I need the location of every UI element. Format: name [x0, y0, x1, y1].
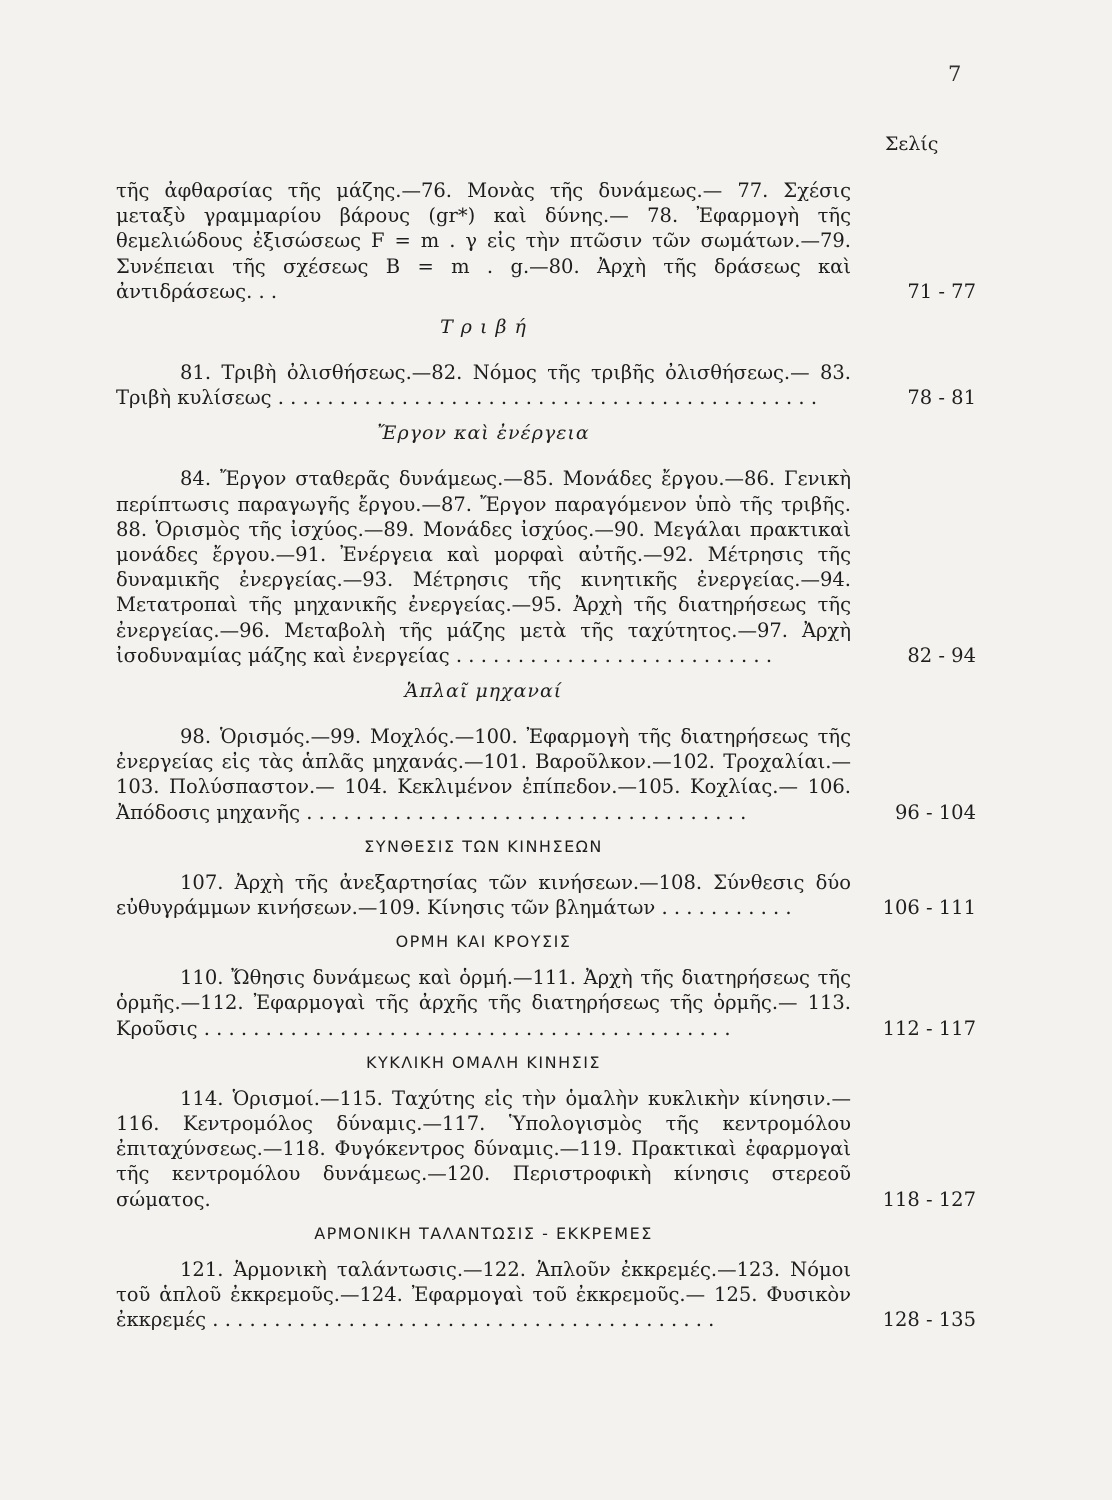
section-heading: Ἔργον καὶ ἐνέργεια: [377, 422, 590, 445]
entry-pages: 106 - 111: [882, 896, 976, 920]
toc-entry: [116, 724, 976, 825]
entry-pages: 71 - 77: [907, 279, 976, 303]
entry-pages: 82 - 94: [907, 643, 976, 667]
entry-pages: 78 - 81: [907, 386, 976, 410]
entry-text: 121. Ἁρμονικὴ ταλάντωσις.—122. Ἁπλοῦν ἐκκρεμές.—123. Νόμοι τοῦ ἁπλοῦ ἐκκρεμοῦς.—124. Ἐφαρμογαὶ τοῦ ἐκκρεμοῦς.— 125. Φυσικὸν ἐκκρεμές . . . . . . . . . . . . . . . . . . . . . . . . . . . . . . . . . . . . . . . . .: [116, 1257, 851, 1332]
section-heading: Τ ρ ι β ή: [440, 316, 527, 339]
toc-entry: [116, 466, 976, 668]
entry-pages: 112 - 117: [882, 1016, 976, 1040]
chapter-heading: ΟΡΜΗ ΚΑΙ ΚΡΟΥΣΙΣ: [395, 932, 572, 952]
entry-text: 107. Ἀρχὴ τῆς ἀνεξαρτησίας τῶν κινήσεων.—108. Σύνθεσις δύο εὐθυγράμμων κινήσεων.—109. Κίνησις τῶν βλημάτων . . . . . . . . . . .: [116, 870, 851, 920]
chapter-heading: ΚΥΚΛΙΚΗ ΟΜΑΛΗ ΚΙΝΗΣΙΣ: [365, 1052, 602, 1072]
column-header: Σελίς: [885, 133, 939, 155]
entry-text: 110. Ὤθησις δυνάμεως καὶ ὁρμή.—111. Ἀρχὴ τῆς διατηρήσεως τῆς ὁρμῆς.—112. Ἐφαρμογαὶ τῆς ἀρχῆς τῆς διατηρήσεως τῆς ὁρμῆς.— 113. Κροῦσις . . . . . . . . . . . . . . . . . . . . . . . . . . . . . . . . . . . . . . . . . . .: [116, 966, 851, 1040]
toc-entry: [116, 1257, 976, 1333]
table-of-contents: [116, 178, 976, 1335]
entry-text: 84. Ἔργον σταθερᾶς δυνάμεως.—85. Μονάδες ἔργου.—86. Γενικὴ περίπτωσις παραγωγῆς ἔργου.—87. Ἔργον παραγόμενον ὑπὸ τῆς τριβῆς. 88. Ὁρισμὸς τῆς ἰσχύος.—89. Μονάδες ἰσχύος.—90. Μεγάλαι πρακτικαὶ μονάδες ἔργου.—91. Ἐνέργεια καὶ μορφαὶ αὐτῆς.—92. Μέτρησις τῆς δυναμικῆς ἐνεργείας.—93. Μέτρησις τῆς κινητικῆς ἐνεργείας.—94. Μετατροπαὶ τῆς μηχανικῆς ἐνεργείας.—95. Ἀρχὴ τῆς διατηρήσεως τῆς ἐνεργείας.—96. Μεταβολὴ τῆς μάζης μετὰ τῆς ταχύτητος.—97. Ἀρχὴ ἰσοδυναμίας μάζης καὶ ἐνεργείας . . . . . . . . . . . . . . . . . . . . . . . . . .: [116, 467, 851, 667]
entry-text: 114. Ὁρισμοί.—115. Ταχύτης εἰς τὴν ὁμαλὴν κυκλικὴν κίνησιν.— 116. Κεντρομόλος δύναμις.—117. Ὑπολογισμὸς τῆς κεντρομόλου ἐπιταχύνσεως.—118. Φυγόκεντρος δύναμις.—119. Πρακτικαὶ ἐφαρμογαὶ τῆς κεντρομόλου δυνάμεως.—120. Περιστροφικὴ κίνησις στερεοῦ σώματος.: [116, 1086, 851, 1211]
chapter-heading: ΣΥΝΘΕΣΙΣ ΤΩΝ ΚΙΝΗΣΕΩΝ: [364, 836, 603, 856]
toc-entry: [116, 870, 976, 920]
entry-pages: 118 - 127: [882, 1187, 976, 1211]
toc-entry: [116, 1086, 976, 1212]
entry-text: 81. Τριβὴ ὀλισθήσεως.—82. Νόμος τῆς τριβῆς ὀλισθήσεως.— 83. Τριβὴ κυλίσεως . . . . . . . . . . . . . . . . . . . . . . . . . . . . . . . . . . . . . . . . . . . .: [116, 361, 851, 410]
section-heading: Ἁπλαῖ μηχαναί: [404, 680, 563, 703]
chapter-heading: ΑΡΜΟΝΙΚΗ ΤΑΛΑΝΤΩΣΙΣ - ΕΚΚΡΕΜΕΣ: [314, 1223, 653, 1243]
page-number: 7: [948, 62, 962, 86]
toc-entry: [116, 360, 976, 410]
toc-entry: [116, 965, 976, 1041]
entry-text: 98. Ὁρισμός.—99. Μοχλός.—100. Ἐφαρμογὴ τῆς διατηρήσεως τῆς ἐνεργείας εἰς τὰς ἁπλᾶς μηχανάς.—101. Βαροῦλκον.—102. Τροχαλίαι.— 103. Πολύσπαστον.— 104. Κεκλιμένον ἐπίπεδον.—105. Κοχλίας.— 106. Ἀπόδοσις μηχανῆς . . . . . . . . . . . . . . . . . . . . . . . . . . . . . . . . . . . .: [116, 725, 851, 824]
entry-pages: 96 - 104: [894, 800, 976, 824]
entry-text: τῆς ἀφθαρσίας τῆς μάζης.—76. Μονὰς τῆς δυνάμεως.— 77. Σχέσις μεταξὺ γραμμαρίου βάρους (gr*) καὶ δύνης.— 78. Ἐφαρμογὴ τῆς θεμελιώδους ἐξισώσεως F = m . γ εἰς τὴν πτῶσιν τῶν σωμάτων.—79. Συνέπειαι τῆς σχέσεως B = m . g.—80. Ἀρχὴ τῆς δράσεως καὶ ἀντιδράσεως. . .: [116, 179, 851, 303]
entry-pages: 128 - 135: [882, 1308, 976, 1332]
toc-entry: [116, 178, 976, 304]
